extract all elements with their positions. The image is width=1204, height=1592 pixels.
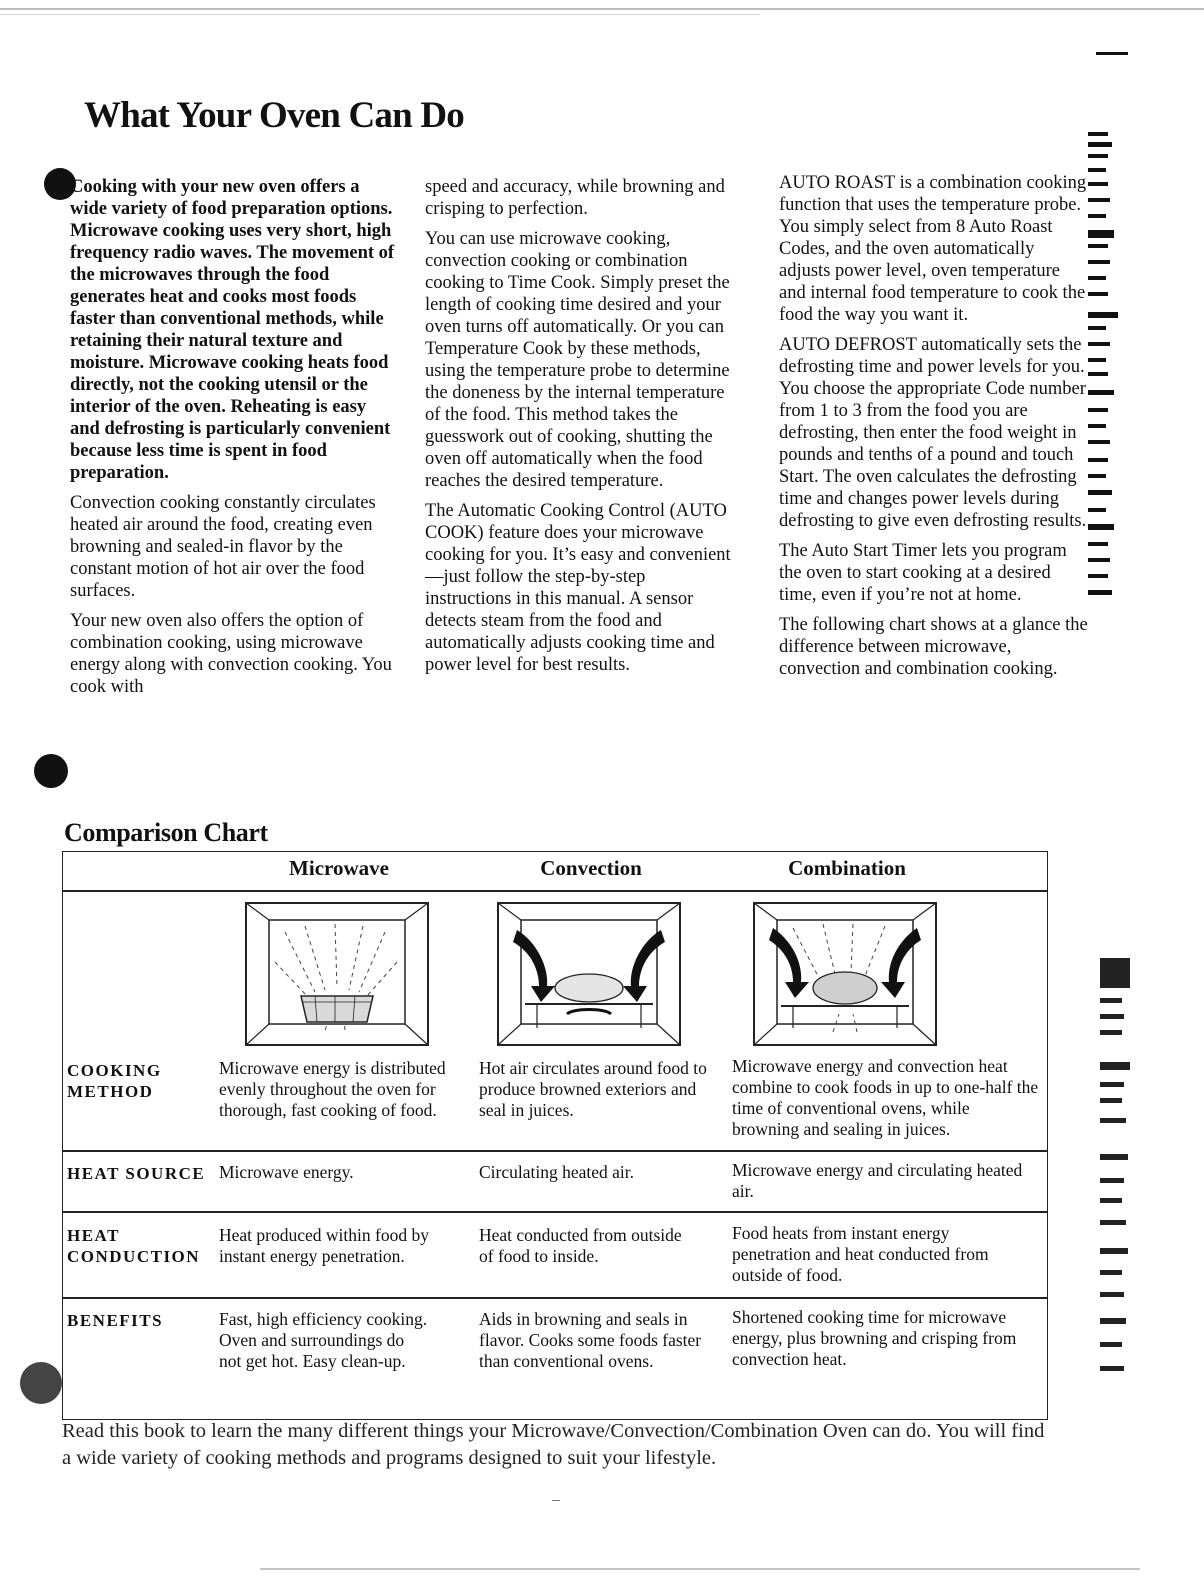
cell-cooking-method-combination: Microwave energy and convection heat combine to cook foods in up to one-half the time of conventional ovens, while browning and sealing in juices. [732, 1056, 1039, 1139]
cell-cooking-method-convection: Hot air circulates around food to produce browned exteriors and seal in juices. [479, 1058, 707, 1120]
convection-oven-illustration [497, 902, 681, 1046]
cell-heat-conduction-microwave: Heat produced within food by instant energy penetration. [219, 1225, 429, 1266]
page-title: What Your Oven Can Do [84, 95, 464, 136]
cell-heat-source-combination: Microwave energy and circulating heated air. [732, 1160, 1023, 1201]
cell-heat-conduction-convection: Heat conducted from outside of food to inside. [479, 1225, 682, 1266]
header-microwave: Microwave [289, 856, 389, 880]
row-divider-3 [63, 1297, 1047, 1299]
speed-paragraph: speed and accuracy, while browning and crisping to perfection. [425, 177, 725, 219]
scan-bottom-line [260, 1568, 1140, 1570]
auto-start-paragraph: The Auto Start Timer lets you program the oven to start cooking at a desired time, even if you’re not at home. [779, 541, 1067, 605]
combination-paragraph: Your new oven also offers the option of combination cooking, using microwave energy along with convection cooking. You cook with [70, 611, 392, 697]
header-combination: Combination [788, 856, 906, 880]
cell-benefits-convection: Aids in browning and seals in flavor. Cooks some foods faster than conventional ovens. [479, 1309, 702, 1371]
cell-benefits-microwave: Fast, high efficiency cooking. Oven and surroundings do not get hot. Easy clean-up. [219, 1309, 428, 1371]
header-convection: Convection [540, 856, 642, 880]
scan-top-line [0, 8, 1204, 10]
cell-heat-conduction-combination: Food heats from instant energy penetration and heat conducted from outside of food. [732, 1223, 989, 1285]
combination-oven-illustration [753, 902, 937, 1046]
cell-cooking-method-microwave: Microwave energy is distributed evenly throughout the oven for thorough, fast cooking of food. [219, 1058, 446, 1120]
text-column-1 [70, 176, 400, 706]
header-divider [63, 890, 1047, 892]
row-label-heat-conduction: HEAT CONDUCTION [67, 1226, 201, 1266]
cell-heat-source-microwave: Microwave energy. [219, 1162, 354, 1182]
row-divider-1 [63, 1150, 1047, 1152]
convection-paragraph: Convection cooking constantly circulates heated air around the food, creating even browning and sealed-in flavor by the constant motion of hot air over the food surfaces. [70, 493, 376, 601]
comparison-chart [62, 851, 1048, 1420]
auto-roast-paragraph: AUTO ROAST is a combination cooking function that uses the temperature probe. You simply select from 8 Auto Roast Codes, and the oven automatically adjusts power level, oven temperature and internal food temperature to cook the food the way you want it. [779, 173, 1087, 325]
text-column-3 [779, 172, 1089, 688]
footer-note: Read this book to learn the many different things your Microwave/Convection/Combination Oven can do. You will find a wide variety of cooking methods and programs designed to suit your lifestyle. [62, 1420, 1045, 1469]
corner-dash [1096, 52, 1128, 55]
bullet-dot-mid [34, 754, 68, 788]
time-cook-paragraph: You can use microwave cooking, convection cooking or combination cooking to Time Cook. Simply preset the length of cooking time desired and your oven turns off automatically. Or you can Temperature Cook by these methods, using the temperature probe to determine the doneness by the internal temperature of the food. This method takes the guesswork out of cooking, shutting the oven off automatically when the food reaches the desired temperature. [425, 229, 730, 491]
scan-edge-marks-bottom [1100, 958, 1134, 1398]
chart-intro-paragraph: The following chart shows at a glance the difference between microwave, convection and combination cooking. [779, 615, 1088, 679]
cell-benefits-combination: Shortened cooking time for microwave energy, plus browning and crisping from convection heat. [732, 1307, 1017, 1369]
text-column-2 [425, 176, 735, 684]
row-divider-2 [63, 1211, 1047, 1213]
auto-cook-paragraph: The Automatic Cooking Control (AUTO COOK) feature does your microwave cooking for you. It’s easy and convenient—just follow the step-by-step instructions in this manual. A sensor detects steam from the food and automatically adjusts cooking time and power level for best results. [425, 501, 731, 675]
row-label-benefits: BENEFITS [67, 1311, 164, 1330]
microwave-oven-illustration [245, 902, 429, 1046]
bullet-dot-bottom [20, 1362, 62, 1404]
row-label-heat-source: HEAT SOURCE [67, 1164, 206, 1183]
scan-edge-marks-top [1078, 128, 1124, 608]
chart-title: Comparison Chart [64, 818, 268, 847]
auto-defrost-paragraph: AUTO DEFROST automatically sets the defrosting time and power levels for you. You choose the appropriate Code number from 1 to 3 from the food you are defrosting, then enter the food weight in pounds and tenths of a pound and touch Start. The oven calculates the defrosting time and changes power levels during defrosting to give even defrosting results. [779, 335, 1087, 531]
scan-top-line-2 [0, 14, 760, 15]
page-mark [552, 1500, 560, 1501]
intro-paragraph: Cooking with your new oven offers a wide variety of food preparation options. Microwave cooking uses very short, high frequency radio waves. The movement of the microwaves through the food generates heat and cooks most foods faster than conventional methods, while retaining their natural texture and moisture. Microwave cooking heats food directly, not the cooking utensil or the interior of the oven. Reheating is easy and defrosting is particularly convenient because less time is spent in food preparation. [70, 177, 395, 483]
row-label-cooking-method: COOKING METHOD [67, 1061, 162, 1101]
cell-heat-source-convection: Circulating heated air. [479, 1162, 635, 1182]
